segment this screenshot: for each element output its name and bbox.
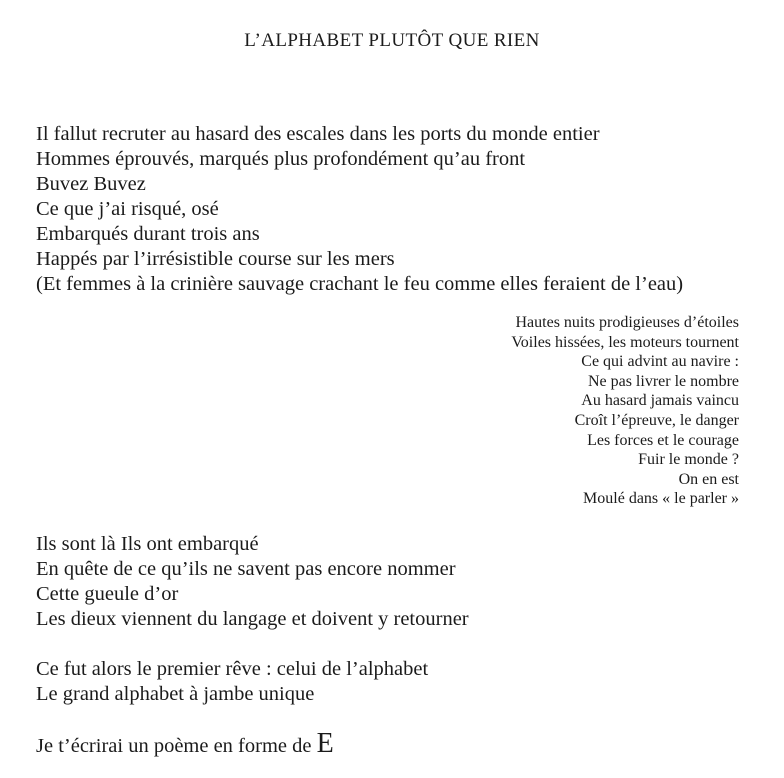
poem-line: Hommes éprouvés, marqués plus profondément qu’au front	[36, 148, 526, 170]
poem-line: Les dieux viennent du langage et doivent y retourner	[36, 608, 469, 630]
closing-line	[36, 728, 334, 759]
poem-line: Embarqués durant trois ans	[36, 223, 260, 245]
poem-line: Cette gueule d’or	[36, 583, 179, 605]
poem-line: Buvez Buvez	[36, 173, 146, 195]
stanza-4	[36, 657, 428, 707]
poem-title: L’ALPHABET PLUTÔT QUE RIEN	[244, 30, 540, 51]
poem-line: Voiles hissées, les moteurs tournent	[511, 333, 739, 351]
poem-line: Ce qui advint au navire :	[581, 353, 739, 371]
closing-text: Je t’écrirai un poème en forme de	[36, 735, 317, 757]
poem-line: Moulé dans « le parler »	[583, 490, 739, 508]
poem-line: Les forces et le courage	[587, 431, 739, 449]
poem-line: Ne pas livrer le nombre	[587, 372, 739, 390]
poem-line: Il fallut recruter au hasard des escales dans les ports du monde entier	[36, 123, 600, 145]
stanza-1	[36, 122, 683, 297]
poem-line: Croît l’épreuve, le danger	[574, 411, 739, 429]
poem-line: On en est	[678, 470, 739, 488]
poem-line: Hautes nuits prodigieuses d’étoiles	[515, 314, 739, 331]
stanza-3	[36, 532, 469, 632]
poem-line: En quête de ce qu’ils ne savent pas encore nommer	[36, 558, 456, 580]
poem-line: Au hasard jamais vaincu	[581, 392, 739, 410]
poem-line: (Et femmes à la crinière sauvage crachant le feu comme elles feraient de l’eau)	[36, 273, 684, 295]
stanza-2-right-aligned	[511, 313, 739, 509]
poem-line: Ils sont là Ils ont embarqué	[36, 533, 259, 555]
poem-line: Happés par l’irrésistible course sur les mers	[36, 248, 395, 270]
closing-letter-e: E	[316, 728, 334, 759]
poem-line: Fuir le monde ?	[638, 451, 739, 469]
poem-line: Ce fut alors le premier rêve : celui de l’alphabet	[36, 658, 429, 680]
poem-line: Ce que j’ai risqué, osé	[36, 198, 219, 220]
poem-line: Le grand alphabet à jambe unique	[36, 683, 315, 705]
